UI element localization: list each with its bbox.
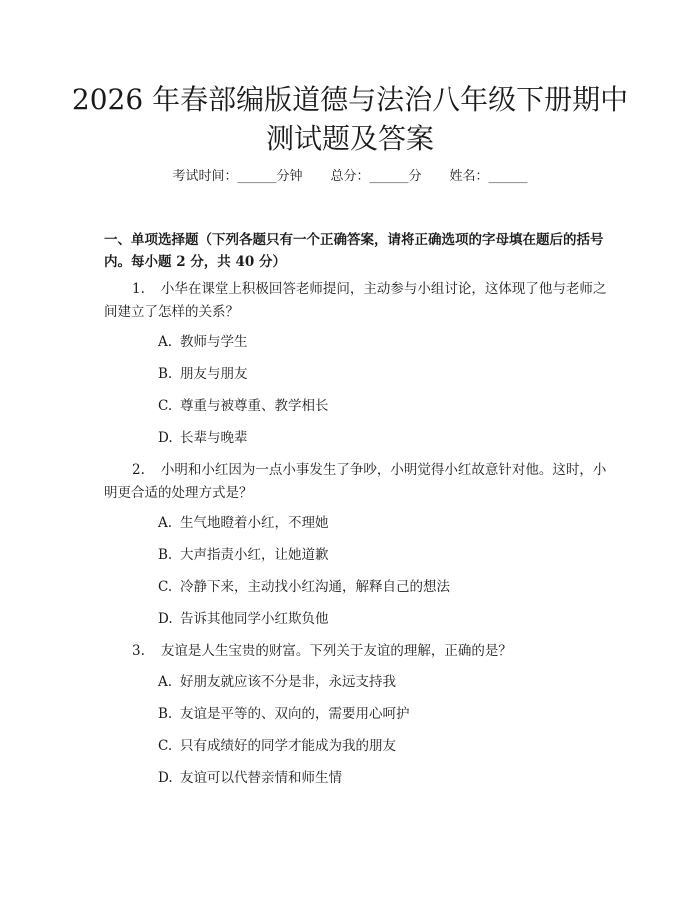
option-letter: B.: [158, 547, 173, 563]
page-title-line-1: 2026 年春部编版道德与法治八年级下册期中: [71, 83, 629, 116]
option-letter: C.: [158, 738, 173, 754]
question-1-number: 1.: [132, 281, 145, 297]
question-3-stem: [104, 640, 612, 663]
question-2-option-d: [158, 609, 329, 629]
option-letter: A.: [158, 674, 173, 690]
question-2-option-a: [158, 513, 329, 533]
question-2-text: 小明和小红因为一点小事发生了争吵，小明觉得小红故意针对他。这时，小明更合适的处理方式是？: [104, 462, 607, 501]
question-3-option-c: [158, 736, 396, 756]
option-text: 尊重与被尊重、教学相长: [180, 398, 329, 414]
option-text: 生气地瞪着小红，不理她: [180, 515, 329, 531]
option-letter: C.: [158, 579, 173, 595]
option-letter: D.: [158, 611, 173, 627]
option-text: 冷静下来，主动找小红沟通，解释自己的想法: [180, 579, 450, 595]
question-1-option-c: [158, 396, 329, 416]
name-label: 姓名：______: [449, 169, 528, 184]
question-3-number: 3.: [132, 643, 145, 659]
option-letter: B.: [158, 706, 173, 722]
total-score-label: 总分：______分: [330, 169, 422, 184]
option-text: 友谊是平等的、双向的，需要用心呵护: [180, 706, 410, 722]
option-text: 教师与学生: [180, 334, 248, 350]
question-3-option-b: [158, 704, 410, 724]
option-letter: A.: [158, 334, 173, 350]
question-2-option-b: [158, 545, 329, 565]
option-letter: A.: [158, 515, 173, 531]
question-3-option-d: [158, 768, 342, 788]
exam-info-row: [0, 166, 700, 188]
question-1-stem: [104, 278, 612, 324]
exam-time-label: 考试时间：______分钟: [172, 169, 303, 184]
option-letter: D.: [158, 430, 173, 446]
option-text: 好朋友就应该不分是非，永远支持我: [180, 674, 396, 690]
question-3-option-a: [158, 672, 396, 692]
option-text: 长辈与晚辈: [180, 430, 248, 446]
option-letter: D.: [158, 770, 173, 786]
question-1-option-b: [158, 364, 248, 384]
question-3-text: 友谊是人生宝贵的财富。下列关于友谊的理解，正确的是？: [160, 643, 512, 659]
page-title-line-2: 测试题及答案: [265, 122, 434, 155]
section-heading: 一、单项选择题（下列各题只有一个正确答案，请将正确选项的字母填在题后的括号内。每小题 2 分，共 40 分）: [104, 232, 604, 270]
option-text: 只有成绩好的同学才能成为我的朋友: [180, 738, 396, 754]
question-1-option-a: [158, 332, 248, 352]
question-2-option-c: [158, 577, 450, 597]
option-letter: B.: [158, 366, 173, 382]
option-text: 朋友与朋友: [180, 366, 248, 382]
question-2-stem: [104, 459, 612, 505]
question-1-option-d: [158, 428, 248, 448]
option-text: 告诉其他同学小红欺负他: [180, 611, 329, 627]
question-2-number: 2.: [132, 462, 145, 478]
option-letter: C.: [158, 398, 173, 414]
option-text: 大声指责小红，让她道歉: [180, 547, 329, 563]
option-text: 友谊可以代替亲情和师生情: [180, 770, 342, 786]
question-1-text: 小华在课堂上积极回答老师提问，主动参与小组讨论，这体现了他与老师之间建立了怎样的关系？: [104, 281, 607, 320]
